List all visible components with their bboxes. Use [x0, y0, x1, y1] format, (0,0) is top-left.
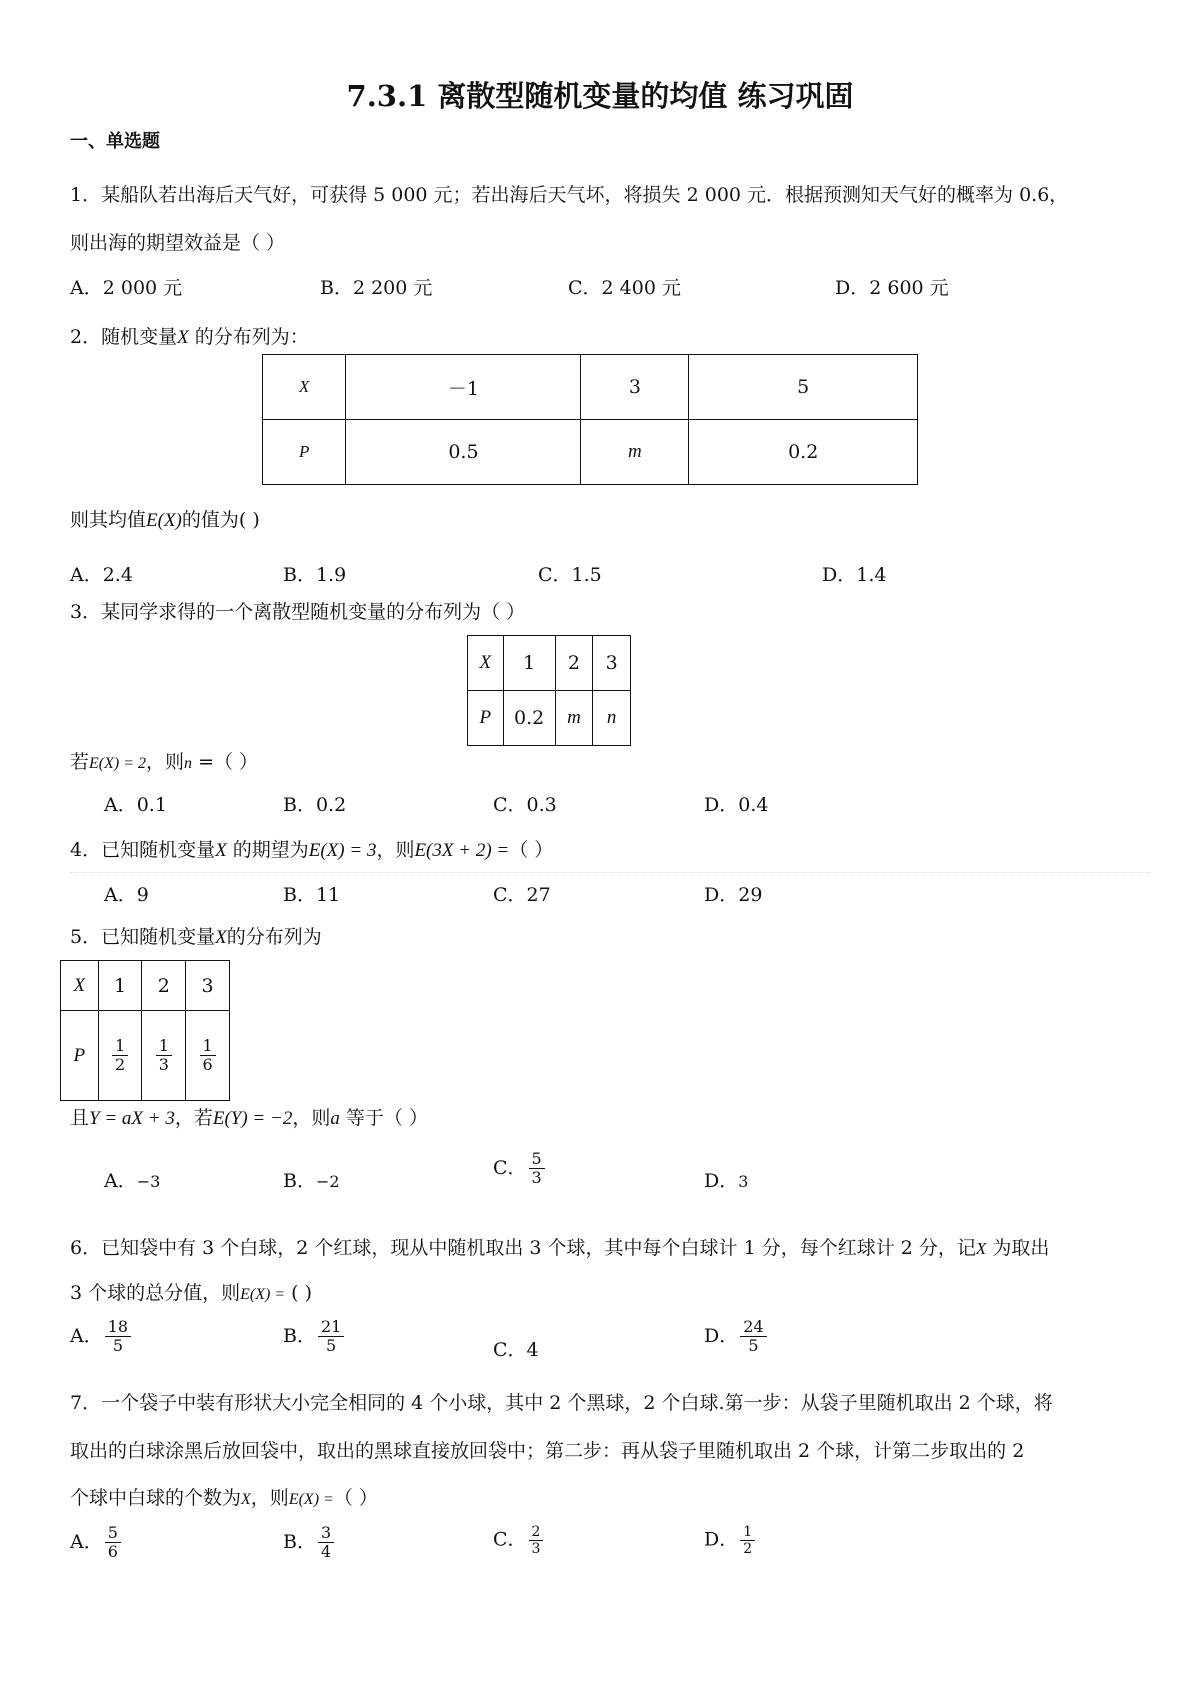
option-value: 3 — [738, 1172, 749, 1191]
q4-intro — [70, 835, 553, 862]
q6-line1-b: 为取出 — [986, 1237, 1050, 1259]
page-title: 7.3.1 离散型随机变量的均值 练习巩固 — [346, 79, 854, 113]
numerator: 21 — [318, 1318, 344, 1337]
q7-line1: 7．一个袋子中装有形状大小完全相同的 4 个小球，其中 2 个黑球，2 个白球.第一步：从袋子里随机取出 2 个球，将 — [70, 1392, 1053, 1414]
option-value: −3 — [136, 1172, 161, 1191]
q5-cell-p1 — [98, 1011, 142, 1101]
q2-table-row-x — [263, 355, 918, 420]
q4-intro-d: （ ） — [509, 839, 554, 861]
q2-question-b: 的值为( ) — [181, 509, 260, 531]
q6-line2-math: E(X) = — [240, 1286, 286, 1303]
numerator: 18 — [105, 1318, 131, 1337]
q3-distribution-table — [467, 635, 631, 746]
numerator: 2 — [529, 1524, 544, 1541]
q2-question-math: E(X) — [146, 510, 182, 531]
option-label: C． — [493, 1339, 527, 1361]
q5-fraction — [156, 1037, 172, 1075]
denominator: 5 — [112, 1336, 123, 1356]
q5-cell-p3 — [186, 1011, 230, 1101]
q2-option-a: A．2.4 — [70, 564, 133, 586]
q6-line2-b: ( ) — [285, 1282, 313, 1304]
q5-intro-a: 5．已知随机变量 — [70, 926, 216, 948]
q6-line2-a: 3 个球的总分值，则 — [70, 1282, 241, 1304]
denominator: 3 — [158, 1055, 169, 1074]
q7-line3-a: 个球中白球的个数为 — [70, 1487, 242, 1509]
denominator: 3 — [531, 1168, 542, 1188]
q3-cell-x2: 2 — [555, 636, 593, 691]
q6-line2 — [70, 1278, 312, 1305]
q2-question-a: 则其均值 — [70, 509, 147, 531]
q5-cond-math1: Y = aX + 3 — [89, 1108, 175, 1129]
q2-intro-a: 2．随机变量 — [70, 326, 178, 348]
q1-line2: 则出海的期望效益是（ ） — [70, 232, 286, 254]
q3-table-row-x — [468, 636, 631, 691]
q5-option-d — [704, 1166, 748, 1193]
numerator: 1 — [200, 1037, 216, 1056]
q3-condition — [70, 747, 258, 774]
q5-cell-x3: 3 — [186, 961, 230, 1011]
q5-cond-c: ，则 — [292, 1107, 331, 1129]
denominator: 5 — [326, 1336, 337, 1356]
q5-table-row-x — [61, 961, 230, 1011]
numerator: 5 — [105, 1524, 121, 1543]
q4-math2: E(3X + 2) = — [414, 840, 510, 861]
denominator: 6 — [107, 1542, 118, 1562]
numerator: 1 — [112, 1037, 128, 1056]
q4-intro-a: 4．已知随机变量 — [70, 839, 216, 861]
q3-cond-a: 若 — [70, 751, 90, 773]
q5-cell-x-label: X — [61, 961, 99, 1011]
q4-math1: E(X) = 3 — [308, 840, 377, 861]
q6-option-d — [704, 1318, 769, 1356]
q1-option-b: B．2 200 元 — [320, 277, 433, 299]
q1-option-d: D．2 600 元 — [835, 277, 949, 299]
option-fraction — [740, 1318, 766, 1356]
q5-cell-x1: 1 — [98, 961, 142, 1011]
q6-line1 — [70, 1233, 1049, 1260]
option-label: B． — [283, 1324, 316, 1347]
option-label: C． — [493, 1528, 527, 1551]
section-heading: 一、单选题 — [70, 131, 160, 152]
page-divider — [70, 872, 1150, 873]
q6-option-a — [70, 1318, 133, 1356]
q2-cell-p3: 0.2 — [689, 420, 918, 485]
q5-cond-a: 且 — [70, 1107, 90, 1129]
q7-line3 — [70, 1483, 378, 1510]
q3-cell-x3: 3 — [593, 636, 631, 691]
q5-intro — [70, 922, 322, 949]
q3-cell-p2: m — [555, 691, 593, 746]
q3-cell-p3: n — [593, 691, 631, 746]
q2-option-d: D．1.4 — [822, 564, 887, 586]
q3-cond-math: E(X) = 2 — [89, 755, 147, 772]
q2-cell-p2: m — [581, 420, 689, 485]
q4-intro-b: 的期望为 — [226, 839, 309, 861]
q5-condition — [70, 1103, 428, 1130]
option-label: A． — [104, 1170, 137, 1192]
q3-cell-p-label: P — [468, 691, 504, 746]
q2-cell-p1: 0.5 — [346, 420, 581, 485]
option-fraction — [318, 1524, 334, 1562]
q4-option-c: C．27 — [493, 884, 551, 906]
numerator: 1 — [740, 1524, 755, 1541]
option-fraction — [529, 1524, 544, 1557]
q5-option-b — [283, 1166, 340, 1193]
q3-option-a: A．0.1 — [104, 794, 167, 816]
option-fraction — [105, 1318, 131, 1356]
q4-option-a: A．9 — [104, 884, 149, 906]
q3-intro: 3．某同学求得的一个离散型随机变量的分布列为（ ） — [70, 601, 526, 623]
q7-option-b — [283, 1524, 336, 1562]
denominator: 2 — [743, 1541, 753, 1558]
q5-cell-p-label: P — [61, 1011, 99, 1101]
q5-cond-d: 等于（ ） — [339, 1107, 428, 1129]
q5-cond-math2: E(Y) = −2 — [212, 1108, 293, 1129]
numerator: 24 — [740, 1318, 766, 1337]
q3-cell-x-label: X — [468, 636, 504, 691]
denominator: 3 — [531, 1541, 541, 1558]
q5-cell-p2 — [142, 1011, 186, 1101]
q7-line3-b: ，则 — [250, 1487, 289, 1509]
q1-line1: 1．某船队若出海后天气好，可获得 5 000 元；若出海后天气坏，将损失 2 000 元．根据预测知天气好的概率为 0.6， — [70, 184, 1069, 206]
q6-option-c — [493, 1335, 539, 1362]
q2-distribution-table — [262, 354, 918, 485]
q2-cell-x3: 5 — [689, 355, 918, 420]
q7-line3-c: （ ） — [333, 1487, 378, 1509]
q2-option-c: C．1.5 — [538, 564, 602, 586]
q2-cell-x-label: X — [263, 355, 346, 420]
q6-line1-var: X — [975, 1239, 987, 1258]
q2-intro — [70, 322, 309, 349]
option-label: B． — [283, 1530, 316, 1553]
q7-option-a — [70, 1524, 123, 1562]
q5-table-row-p — [61, 1011, 230, 1101]
option-fraction — [105, 1524, 121, 1562]
q3-option-b: B．0.2 — [283, 794, 347, 816]
q7-line3-var: X — [241, 1491, 251, 1508]
option-label: D． — [704, 1324, 739, 1347]
denominator: 4 — [320, 1542, 332, 1562]
option-label: C． — [493, 1156, 527, 1179]
q5-fraction — [200, 1037, 216, 1075]
q4-option-d: D．29 — [704, 884, 763, 906]
q5-cond-b: ，若 — [174, 1107, 213, 1129]
q7-line2: 取出的白球涂黑后放回袋中，取出的黑球直接放回袋中；第二步：再从袋子里随机取出 2 个球，计第二步取出的 2 — [70, 1440, 1025, 1462]
q3-cond-b: ，则 — [146, 751, 185, 773]
numerator: 1 — [156, 1037, 172, 1056]
q4-intro-c: ，则 — [376, 839, 415, 861]
q1-option-a: A．2 000 元 — [70, 277, 183, 299]
q7-option-c — [493, 1524, 545, 1557]
q6-option-b — [283, 1318, 346, 1356]
option-value: −2 — [315, 1172, 340, 1191]
q3-table-row-p — [468, 691, 631, 746]
option-label: A． — [70, 1530, 103, 1553]
option-value: 4 — [526, 1339, 539, 1361]
q5-cond-var: a — [330, 1108, 340, 1129]
option-fraction — [740, 1524, 755, 1557]
q7-option-d — [704, 1524, 757, 1557]
q2-question — [70, 505, 260, 532]
q2-cell-x1: －1 — [346, 355, 581, 420]
q4-option-b: B．11 — [283, 884, 341, 906]
q3-cond-c: =（ ） — [192, 751, 259, 773]
q3-option-d: D．0.4 — [704, 794, 769, 816]
q2-table-row-p — [263, 420, 918, 485]
q2-var: X — [177, 327, 189, 348]
q1-option-c: C．2 400 元 — [568, 277, 681, 299]
numerator: 3 — [318, 1524, 334, 1543]
q5-intro-b: 的分布列为 — [226, 926, 322, 948]
q2-cell-x2: 3 — [581, 355, 689, 420]
q6-line1-a: 6．已知袋中有 3 个白球，2 个红球，现从中随机取出 3 个球，其中每个白球计 1 分，每个红球计 2 分，记 — [70, 1237, 976, 1259]
q3-cell-p1: 0.2 — [503, 691, 555, 746]
option-fraction — [318, 1318, 344, 1356]
option-fraction — [529, 1150, 545, 1188]
q3-cell-x1: 1 — [503, 636, 555, 691]
q3-cond-var: n — [184, 755, 193, 772]
option-label: D． — [704, 1528, 739, 1551]
option-label: B． — [283, 1170, 316, 1192]
q5-fraction — [112, 1037, 128, 1075]
denominator: 2 — [114, 1055, 126, 1074]
q2-intro-b: 的分布列为： — [188, 326, 309, 348]
q5-option-a — [104, 1166, 160, 1193]
denominator: 6 — [202, 1055, 213, 1074]
q5-option-c — [493, 1150, 547, 1188]
q4-var: X — [215, 840, 227, 861]
numerator: 5 — [529, 1150, 545, 1169]
denominator: 5 — [748, 1336, 759, 1356]
q7-line3-math: E(X) = — [288, 1491, 334, 1508]
q2-cell-p-label: P — [263, 420, 346, 485]
option-label: A． — [70, 1324, 103, 1347]
q2-option-b: B．1.9 — [283, 564, 347, 586]
q5-cell-x2: 2 — [142, 961, 186, 1011]
q5-distribution-table — [60, 960, 230, 1101]
option-label: D． — [704, 1170, 739, 1192]
q3-option-c: C．0.3 — [493, 794, 557, 816]
q5-var: X — [215, 927, 227, 948]
